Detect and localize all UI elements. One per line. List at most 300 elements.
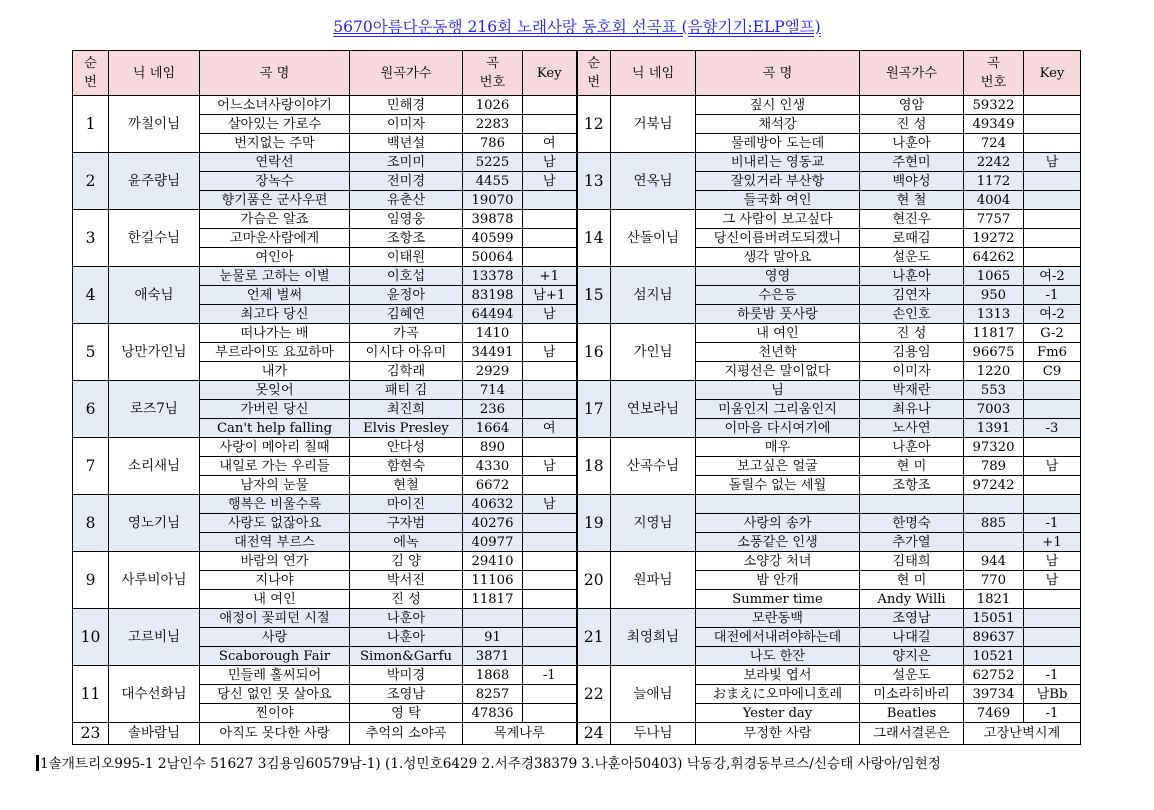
original-singer: 전미경 — [350, 172, 463, 191]
header-nick: 닉 네임 — [109, 51, 200, 96]
song-title: 소양강 처녀 — [696, 552, 860, 571]
song-code: 2929 — [463, 362, 523, 381]
song-code — [964, 533, 1024, 552]
key-value — [523, 248, 577, 267]
nickname: 연옥님 — [611, 153, 696, 210]
original-singer: 조항조 — [860, 476, 964, 495]
song-title: 영영 — [696, 267, 860, 286]
song-code: 29410 — [463, 552, 523, 571]
key-value — [1024, 134, 1081, 153]
group-number: 17 — [577, 381, 611, 438]
song-title: 보고싶은 얼굴 — [696, 457, 860, 476]
song-code: 91 — [463, 628, 523, 647]
table-row — [73, 723, 1081, 745]
group-number: 8 — [73, 495, 109, 552]
song-title: 소풍같은 인생 — [696, 533, 860, 552]
original-singer: 진 성 — [350, 590, 463, 609]
song-code: 714 — [463, 381, 523, 400]
song-code: 50064 — [463, 248, 523, 267]
original-singer: 박미경 — [350, 666, 463, 685]
song-title: 고마운사람에게 — [200, 229, 350, 248]
song-code: 47836 — [463, 704, 523, 723]
key-value: -1 — [1024, 704, 1081, 723]
table-row — [73, 609, 1081, 628]
nickname: 산곡수님 — [611, 438, 696, 495]
song-title: Can't help falling — [200, 419, 350, 438]
song-title: 미움인지 그리움인지 — [696, 400, 860, 419]
song-code: 236 — [463, 400, 523, 419]
nickname: 대수선화님 — [109, 666, 200, 723]
original-singer: 에녹 — [350, 533, 463, 552]
song-code: 39878 — [463, 210, 523, 229]
key-value — [1024, 628, 1081, 647]
song-code: 40977 — [463, 533, 523, 552]
original-singer: 김연자 — [860, 286, 964, 305]
nickname: 연보라님 — [611, 381, 696, 438]
header-no: 순 번 — [73, 51, 109, 96]
page-title: 5670아름다운동행 216회 노래사랑 동호회 선곡표 (음향기기:ELP엘프) — [333, 18, 821, 36]
key-value — [523, 362, 577, 381]
key-value: 남Bb — [1024, 685, 1081, 704]
song-code: 49349 — [964, 115, 1024, 134]
group-number: 21 — [577, 609, 611, 666]
key-value: 여-2 — [1024, 305, 1081, 324]
song-code: 1313 — [964, 305, 1024, 324]
key-value: 남 — [523, 172, 577, 191]
original-singer: 나대길 — [860, 628, 964, 647]
original-singer: 미소라히바리 — [860, 685, 964, 704]
original-singer: 주현미 — [860, 153, 964, 172]
key-value — [1024, 115, 1081, 134]
original-singer: 박재란 — [860, 381, 964, 400]
original-singer: 구자범 — [350, 514, 463, 533]
song-title: 사랑 — [200, 628, 350, 647]
table-row — [73, 495, 1081, 514]
song-code: 목계나루 — [463, 723, 577, 745]
key-value: +1 — [523, 267, 577, 286]
original-singer: 현 미 — [860, 457, 964, 476]
key-value — [1024, 647, 1081, 666]
key-value — [523, 647, 577, 666]
song-code: 40276 — [463, 514, 523, 533]
table-row — [73, 324, 1081, 343]
song-code: 3871 — [463, 647, 523, 666]
song-title: 여인아 — [200, 248, 350, 267]
song-code: 1220 — [964, 362, 1024, 381]
original-singer: 나훈아 — [860, 134, 964, 153]
group-number: 19 — [577, 495, 611, 552]
song-title: 수은등 — [696, 286, 860, 305]
song-title: 잘있거라 부산항 — [696, 172, 860, 191]
header-nick: 닉 네임 — [611, 51, 696, 96]
key-value — [523, 96, 577, 115]
song-code: 13378 — [463, 267, 523, 286]
header-row — [73, 51, 1081, 96]
header-key: Key — [1024, 51, 1081, 96]
song-code: 8257 — [463, 685, 523, 704]
song-title: Yester day — [696, 704, 860, 723]
key-value — [523, 552, 577, 571]
table-row — [73, 267, 1081, 286]
song-code: 7757 — [964, 210, 1024, 229]
original-singer: Andy Willi — [860, 590, 964, 609]
song-code: 789 — [964, 457, 1024, 476]
key-value — [1024, 609, 1081, 628]
original-singer: 진 성 — [860, 324, 964, 343]
original-singer: 이미자 — [860, 362, 964, 381]
nickname: 낭만가인님 — [109, 324, 200, 381]
key-value: 남 — [1024, 552, 1081, 571]
key-value — [1024, 96, 1081, 115]
key-value: -1 — [1024, 514, 1081, 533]
original-singer: 조항조 — [350, 229, 463, 248]
key-value: 남 — [1024, 457, 1081, 476]
song-code: 890 — [463, 438, 523, 457]
key-value: 남 — [523, 153, 577, 172]
song-title: 대전에서내려야하는데 — [696, 628, 860, 647]
group-number: 14 — [577, 210, 611, 267]
group-number: 4 — [73, 267, 109, 324]
group-number: 11 — [73, 666, 109, 723]
key-value: 남 — [523, 457, 577, 476]
nickname: 최영희님 — [611, 609, 696, 666]
song-title: 님 — [696, 381, 860, 400]
song-title: 사랑도 없잖아요 — [200, 514, 350, 533]
original-singer: 김학래 — [350, 362, 463, 381]
song-code: 64262 — [964, 248, 1024, 267]
group-number: 15 — [577, 267, 611, 324]
key-value — [523, 191, 577, 210]
table-row — [73, 666, 1081, 685]
song-code: 11106 — [463, 571, 523, 590]
song-title: 내 여인 — [696, 324, 860, 343]
original-singer: 그래서결론은 — [860, 723, 964, 745]
song-title: 부르라이또 요꼬하마 — [200, 343, 350, 362]
group-number: 1 — [73, 96, 109, 153]
group-number: 6 — [73, 381, 109, 438]
song-code: 96675 — [964, 343, 1024, 362]
header-song: 곡 명 — [200, 51, 350, 96]
song-title: Scaborough Fair — [200, 647, 350, 666]
header-song: 곡 명 — [696, 51, 860, 96]
song-title: 최고다 당신 — [200, 305, 350, 324]
song-code: 950 — [964, 286, 1024, 305]
key-value — [523, 229, 577, 248]
original-singer: 설운도 — [860, 248, 964, 267]
key-value: -3 — [1024, 419, 1081, 438]
song-code: 7469 — [964, 704, 1024, 723]
song-title: 모란동백 — [696, 609, 860, 628]
original-singer: 추억의 소야곡 — [350, 723, 463, 745]
key-value — [523, 438, 577, 457]
song-code: 553 — [964, 381, 1024, 400]
group-number: 13 — [577, 153, 611, 210]
group-number: 2 — [73, 153, 109, 210]
original-singer: 로때김 — [860, 229, 964, 248]
song-code: 885 — [964, 514, 1024, 533]
key-value — [1024, 381, 1081, 400]
song-code: 39734 — [964, 685, 1024, 704]
key-value: 남 — [523, 343, 577, 362]
key-value — [523, 609, 577, 628]
original-singer: 마이진 — [350, 495, 463, 514]
song-title: 매우 — [696, 438, 860, 457]
key-value: 남 — [523, 495, 577, 514]
song-title: 내일로 가는 우리들 — [200, 457, 350, 476]
song-title: 어느소녀사랑이야기 — [200, 96, 350, 115]
key-value — [1024, 229, 1081, 248]
original-singer: Elvis Presley — [350, 419, 463, 438]
key-value: C9 — [1024, 362, 1081, 381]
original-singer: 나훈아 — [350, 628, 463, 647]
song-code: 1391 — [964, 419, 1024, 438]
song-code: 40632 — [463, 495, 523, 514]
song-code: 1065 — [964, 267, 1024, 286]
song-title: 바람의 연가 — [200, 552, 350, 571]
original-singer: Simon&Garfu — [350, 647, 463, 666]
key-value: 남+1 — [523, 286, 577, 305]
song-title: 가슴은 알죠 — [200, 210, 350, 229]
original-singer: 추가열 — [860, 533, 964, 552]
song-code: 4004 — [964, 191, 1024, 210]
song-title: 나도 한잔 — [696, 647, 860, 666]
original-singer: 민해경 — [350, 96, 463, 115]
header-singer: 원곡가수 — [350, 51, 463, 96]
song-title: 연락선 — [200, 153, 350, 172]
song-code: 1664 — [463, 419, 523, 438]
song-title: 남자의 눈물 — [200, 476, 350, 495]
song-code — [463, 609, 523, 628]
footer-text: 1솔개트리오995-1 2남인수 51627 3김용임60579남-1) (1.성민호6429 2.서주경38379 3.나훈아50403) 낙동강,휘경동부르스/신승태 사랑아/임현정 — [40, 756, 941, 772]
original-singer: 조미미 — [350, 153, 463, 172]
table-row — [73, 96, 1081, 115]
group-number: 24 — [577, 723, 611, 745]
song-title: 이마음 다시여기에 — [696, 419, 860, 438]
nickname: 로즈7님 — [109, 381, 200, 438]
song-title: 짚시 인생 — [696, 96, 860, 115]
song-code: 1026 — [463, 96, 523, 115]
original-singer: 진 성 — [860, 115, 964, 134]
original-singer: 김용임 — [860, 343, 964, 362]
header-code: 곡 번호 — [964, 51, 1024, 96]
header-key: Key — [523, 51, 577, 96]
song-title: 내 여인 — [200, 590, 350, 609]
song-code: 1410 — [463, 324, 523, 343]
key-value: -1 — [1024, 666, 1081, 685]
nickname: 영노기님 — [109, 495, 200, 552]
original-singer: 현 철 — [860, 191, 964, 210]
original-singer: 조영남 — [350, 685, 463, 704]
original-singer: 이시다 아유미 — [350, 343, 463, 362]
key-value — [1024, 248, 1081, 267]
key-value: +1 — [1024, 533, 1081, 552]
song-title: 지평선은 말이없다 — [696, 362, 860, 381]
key-value: 여 — [523, 134, 577, 153]
song-title: おまえに오마에니호레 — [696, 685, 860, 704]
original-singer: 최진희 — [350, 400, 463, 419]
song-title: 못잊어 — [200, 381, 350, 400]
key-value — [523, 590, 577, 609]
nickname: 애숙님 — [109, 267, 200, 324]
song-code: 40599 — [463, 229, 523, 248]
group-number: 12 — [577, 96, 611, 153]
song-code: 724 — [964, 134, 1024, 153]
song-title: 비내리는 영동교 — [696, 153, 860, 172]
group-number: 9 — [73, 552, 109, 609]
song-code: 19272 — [964, 229, 1024, 248]
nickname: 두나님 — [611, 723, 696, 745]
song-title: 향기품은 군사우편 — [200, 191, 350, 210]
original-singer: 조영남 — [860, 609, 964, 628]
nickname: 고르비님 — [109, 609, 200, 666]
original-singer: 윤정아 — [350, 286, 463, 305]
group-number: 16 — [577, 324, 611, 381]
song-title: 찐이야 — [200, 704, 350, 723]
group-number: 23 — [73, 723, 109, 745]
song-title: 살아있는 가로수 — [200, 115, 350, 134]
nickname: 소리새님 — [109, 438, 200, 495]
key-value: 남 — [1024, 153, 1081, 172]
song-title: 눈물로 고하는 이별 — [200, 267, 350, 286]
song-title: 돌릴수 없는 세월 — [696, 476, 860, 495]
song-code: 2283 — [463, 115, 523, 134]
nickname: 까칠이님 — [109, 96, 200, 153]
key-value: 여-2 — [1024, 267, 1081, 286]
key-value: 여 — [523, 419, 577, 438]
original-singer: 백년설 — [350, 134, 463, 153]
song-title: 물레방아 도는데 — [696, 134, 860, 153]
original-singer: Beatles — [860, 704, 964, 723]
group-number: 10 — [73, 609, 109, 666]
original-singer: 임영웅 — [350, 210, 463, 229]
nickname: 윤주량님 — [109, 153, 200, 210]
song-code: 786 — [463, 134, 523, 153]
song-title: 행복은 비울수록 — [200, 495, 350, 514]
song-title: 밤 안개 — [696, 571, 860, 590]
group-number: 3 — [73, 210, 109, 267]
song-title: 보라빛 엽서 — [696, 666, 860, 685]
song-code: 97320 — [964, 438, 1024, 457]
song-title: 당신이름버려도되겠니 — [696, 229, 860, 248]
group-number: 7 — [73, 438, 109, 495]
original-singer: 최유나 — [860, 400, 964, 419]
song-title: 내가 — [200, 362, 350, 381]
key-value: Fm6 — [1024, 343, 1081, 362]
song-code: 19070 — [463, 191, 523, 210]
nickname: 섬지님 — [611, 267, 696, 324]
song-code: 64494 — [463, 305, 523, 324]
key-value: -1 — [1024, 286, 1081, 305]
song-code: 고장난벽시계 — [964, 723, 1081, 745]
song-title: 그 사람이 보고싶다 — [696, 210, 860, 229]
original-singer: 김태희 — [860, 552, 964, 571]
song-code: 5225 — [463, 153, 523, 172]
group-number: 5 — [73, 324, 109, 381]
song-code: 11817 — [463, 590, 523, 609]
original-singer: 김 양 — [350, 552, 463, 571]
song-code: 15051 — [964, 609, 1024, 628]
original-singer: 영 탁 — [350, 704, 463, 723]
header-code: 곡 번호 — [463, 51, 523, 96]
key-value — [523, 533, 577, 552]
original-singer: 유춘산 — [350, 191, 463, 210]
song-code: 4455 — [463, 172, 523, 191]
song-code: 944 — [964, 552, 1024, 571]
song-title — [696, 495, 860, 514]
key-value — [523, 704, 577, 723]
original-singer: 한명숙 — [860, 514, 964, 533]
song-title: 지나야 — [200, 571, 350, 590]
song-code: 11817 — [964, 324, 1024, 343]
original-singer: 현진우 — [860, 210, 964, 229]
original-singer: 나훈아 — [860, 438, 964, 457]
song-title: 언제 벌써 — [200, 286, 350, 305]
song-table — [72, 50, 1081, 745]
key-value: 남 — [523, 305, 577, 324]
original-singer: 박서진 — [350, 571, 463, 590]
key-value — [523, 628, 577, 647]
key-value — [523, 381, 577, 400]
original-singer: 현 미 — [860, 571, 964, 590]
song-code: 89637 — [964, 628, 1024, 647]
song-title: 들국화 여인 — [696, 191, 860, 210]
song-title: 천년학 — [696, 343, 860, 362]
table-row — [73, 381, 1081, 400]
header-singer: 원곡가수 — [860, 51, 964, 96]
song-title: 가버린 당신 — [200, 400, 350, 419]
key-value — [523, 115, 577, 134]
group-number: 18 — [577, 438, 611, 495]
song-title: 당신 없인 못 살아요 — [200, 685, 350, 704]
song-code: 59322 — [964, 96, 1024, 115]
song-title: Summer time — [696, 590, 860, 609]
original-singer: 이호섭 — [350, 267, 463, 286]
song-code: 6672 — [463, 476, 523, 495]
bracket-mark — [36, 755, 39, 771]
table-row — [73, 210, 1081, 229]
group-number: 20 — [577, 552, 611, 609]
original-singer — [860, 495, 964, 514]
song-code: 1868 — [463, 666, 523, 685]
song-code: 83198 — [463, 286, 523, 305]
song-title: 떠나가는 배 — [200, 324, 350, 343]
original-singer: 김혜연 — [350, 305, 463, 324]
original-singer: 백야성 — [860, 172, 964, 191]
song-title: 하룻밤 풋사랑 — [696, 305, 860, 324]
group-number: 22 — [577, 666, 611, 723]
song-code: 1172 — [964, 172, 1024, 191]
nickname: 늘애님 — [611, 666, 696, 723]
nickname: 거북님 — [611, 96, 696, 153]
song-code: 2242 — [964, 153, 1024, 172]
key-value — [1024, 400, 1081, 419]
original-singer: 나훈아 — [350, 609, 463, 628]
key-value — [523, 571, 577, 590]
nickname: 솔바람님 — [109, 723, 200, 745]
key-value — [1024, 191, 1081, 210]
key-value — [523, 476, 577, 495]
original-singer: 현철 — [350, 476, 463, 495]
key-value — [1024, 476, 1081, 495]
song-code: 62752 — [964, 666, 1024, 685]
original-singer: 설운도 — [860, 666, 964, 685]
song-title: 채석강 — [696, 115, 860, 134]
table-row — [73, 552, 1081, 571]
song-title: 애정이 꽃피던 시절 — [200, 609, 350, 628]
nickname: 원파님 — [611, 552, 696, 609]
song-code: 770 — [964, 571, 1024, 590]
original-singer: 안다성 — [350, 438, 463, 457]
